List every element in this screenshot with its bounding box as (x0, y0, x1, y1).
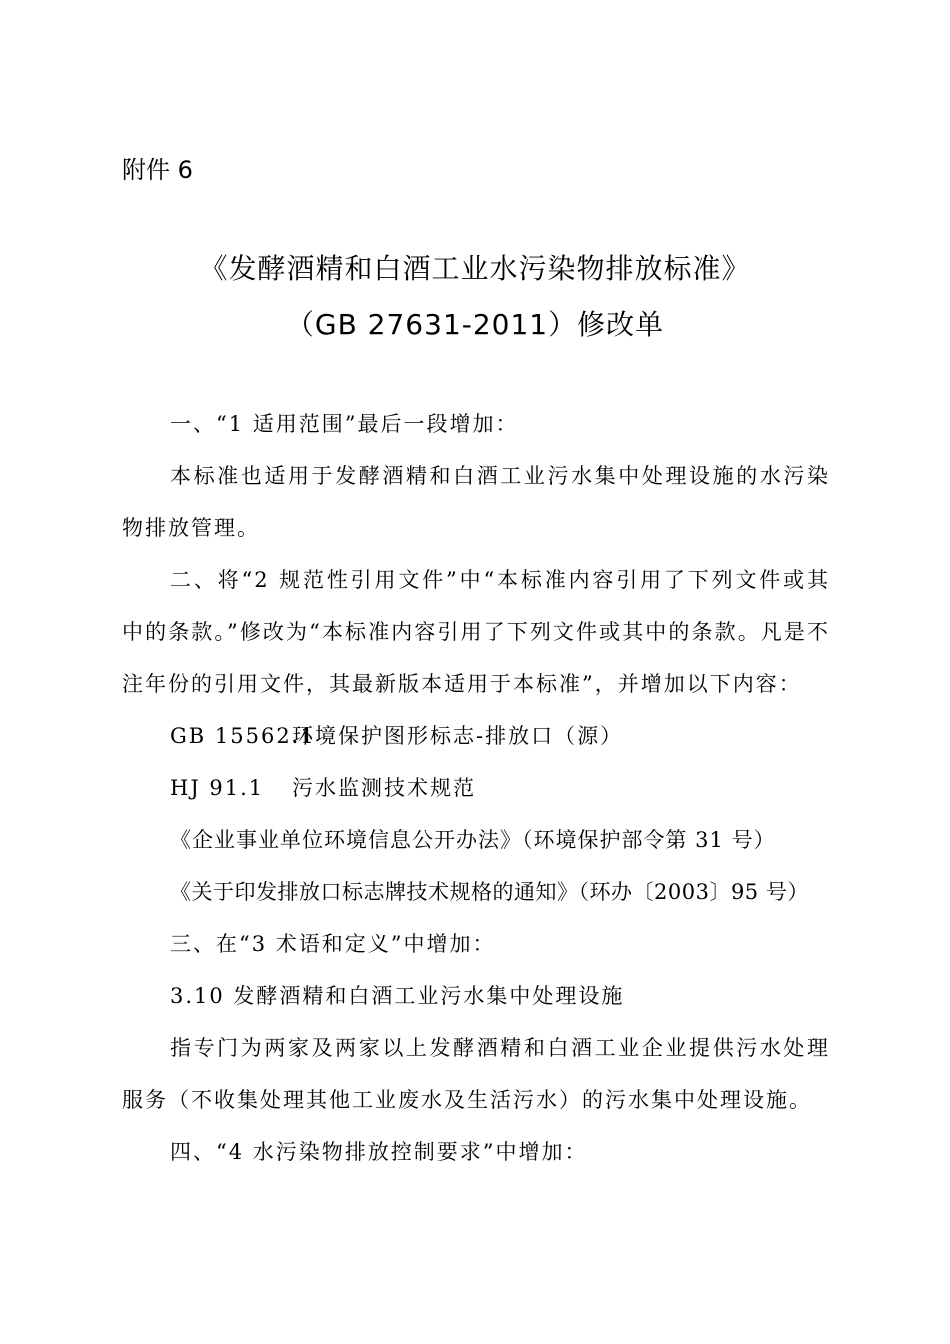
section-1-heading: 一、“1 适用范围”最后一段增加： (170, 412, 519, 436)
section-4-heading: 四、“4 水污染物排放控制要求”中增加： (170, 1140, 588, 1164)
reference-item (122, 762, 830, 814)
reference-title: 环境保护图形标志-排放口（源） (292, 724, 624, 748)
reference-item (122, 710, 830, 762)
reference-code: GB 15562.1 (170, 724, 316, 748)
document-title-line2: （GB 27631-2011）修改单 (285, 308, 665, 341)
reference-item: 《企业事业单位环境信息公开办法》（环境保护部令第 31 号） (170, 828, 776, 852)
reference-code: HJ 91.1 (170, 776, 265, 800)
section-3-heading: 三、在“3 术语和定义”中增加： (170, 932, 496, 956)
reference-title: 污水监测技术规范 (292, 776, 476, 800)
term-heading: 3.10 发酵酒精和白酒工业污水集中处理设施 (170, 984, 625, 1008)
document-body (122, 398, 830, 1178)
term-definition: 指专门为两家及两家以上发酵酒精和白酒工业企业提供污水处理服务（不收集处理其他工业废水及生活污水）的污水集中处理设施。 (122, 1036, 830, 1112)
reference-item: 《关于印发排放口标志牌技术规格的通知》（环办〔2003〕95 号） (170, 880, 809, 904)
section-1-text: 本标准也适用于发酵酒精和白酒工业污水集中处理设施的水污染物排放管理。 (122, 464, 830, 540)
section-2-text: 二、将“2 规范性引用文件”中“本标准内容引用了下列文件或其中的条款。”修改为“本标准内容引用了下列文件或其中的条款。凡是不注年份的引用文件，其最新版本适用于本标准”，并增加以下内容： (122, 568, 830, 696)
attachment-label: 附件 6 (122, 156, 193, 184)
document-title-line1: 《发酵酒精和白酒工业水污染物排放标准》 (199, 252, 751, 285)
